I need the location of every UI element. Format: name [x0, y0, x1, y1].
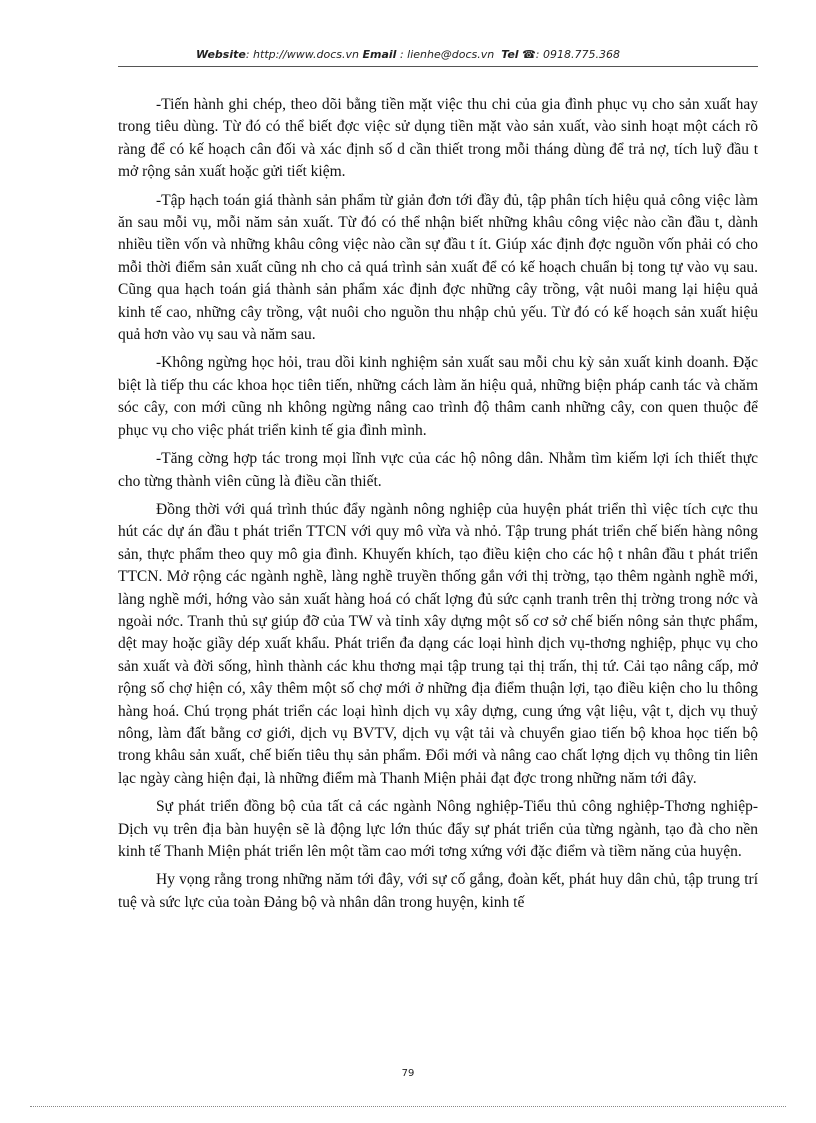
paragraph: -Tập hạch toán giá thành sản phẩm từ giản đơn tới đầy đủ, tập phân tích hiệu quả công việc làm ăn sau mỗi vụ, mỗi năm sản xuất. Từ đó có thể nhận biết những khâu công việc nào cần đầu t, dành nhiều tiền vốn và những khâu công việc nào cần sự đầu t ít. Giúp xác định đợc nguồn vốn phải có cho mỗi thời điểm sản xuất cũng nh cho cả quá trình sản xuất để có kế hoạch chuẩn bị tong tự vào vụ sau. Cũng qua hạch toán giá thành sản phẩm xác định đợc những cây trồng, vật nuôi mang lại hiệu quả kinh tế cao, những cây trồng, vật nuôi cho nguồn thu nhập chủ yếu. Từ đó có kế hoạch sản xuất hiệu quả hơn vào vụ sau và năm sau. — [118, 191, 758, 344]
paragraph: Sự phát triển đồng bộ của tất cả các ngành Nông nghiệp-Tiểu thủ công nghiệp-Thơng nghiệp-Dịch vụ trên địa bàn huyện sẽ là động lực lớn thúc đẩy sự phát triển của từng ngành, tạo đà cho nền kinh tế Thanh Miện phát triển lên một tầm cao mới tơng xứng với đặc điểm và tiềm năng của huyện. — [118, 798, 758, 860]
paragraph: Đồng thời với quá trình thúc đẩy ngành nông nghiệp của huyện phát triển thì việc tích cực thu hút các dự án đầu t phát triển TTCN với quy mô vừa và nhỏ. Tập trung phát triển chế biến hàng nông sản, thực phẩm theo quy mô gia đình. Khuyến khích, tạo điều kiện cho các hộ t nhân đầu t phát triển TTCN. Mở rộng các ngành nghề, làng nghề truyền thống gắn với thị trờng, tạo thêm ngành nghề mới, làng nghề mới, hớng vào sản xuất hàng hoá có chất lợng đủ sức cạnh tranh trên thị trờng trong nớc và ngoài nớc. Tranh thủ sự giúp đỡ của TW và tỉnh xây dựng một số cơ sở chế biến nông sản thực phẩm, dệt may hoặc giầy dép xuất khẩu. Phát triển đa dạng các loại hình dịch vụ-thơng nghiệp, phục vụ cho sản xuất và đời sống, hình thành các khu thơng mại tập trung tại thị trấn, thị tứ. Cải tạo nâng cấp, mở rộng số chợ hiện có, xây thêm một số chợ mới ở những địa điểm thuận lợi, tạo điều kiện cho lu thông hàng hoá. Chú trọng phát triển các loại hình dịch vụ xây dựng, cung ứng vật liệu, vật t, dịch vụ thuỷ nông, làm đất bằng cơ giới, dịch vụ BVTV, dịch vụ vật tải và chuyển giao tiến bộ khoa học tiến bộ trong khâu sản xuất, chế biến tiêu thụ sản phẩm. Đổi mới và nâng cao chất lợng dịch vụ thông tin liên lạc ngày càng hiện đại, là những điểm mà Thanh Miện phải đạt đợc trong những năm tới đây. — [118, 500, 758, 787]
tel-label: Tel — [501, 48, 519, 61]
website-label: Website — [196, 48, 246, 61]
tel-value: : 0918.775.368 — [535, 48, 620, 61]
page-number: 79 — [401, 1068, 415, 1079]
paragraph: -Không ngừng học hỏi, trau dồi kinh nghiệm sản xuất sau mỗi chu kỳ sản xuất kinh doanh. Đặc biệt là tiếp thu các khoa học tiên tiến, những cách làm ăn hiệu quả, những biện pháp canh tác và chăm sóc cây, con mới cũng nh không ngừng nâng cao trình độ thâm canh những cây, con quen thuộc để phục vụ cho việc phát triển kinh tế gia đình mình. — [118, 354, 758, 439]
page-header — [0, 48, 816, 61]
paragraph: -Tiến hành ghi chép, theo dõi bằng tiền mặt việc thu chi của gia đình phục vụ cho sản xuất hay trong tiêu dùng. Từ đó có thể biết đợc việc sử dụng tiền mặt vào sản xuất, vào sinh hoạt một cách rõ ràng để có kế hoạch cân đối và xác định số d cần thiết trong mỗi tháng dùng để trả nợ, tích luỹ đầu t mở rộng sản xuất hoặc gửi tiết kiệm. — [118, 96, 758, 181]
phone-icon: ☎ — [522, 48, 536, 61]
paragraph: -Tăng cờng hợp tác trong mọi lĩnh vực của các hộ nông dân. Nhằm tìm kiếm lợi ích thiết thực cho từng thành viên cũng là điều cần thiết. — [118, 450, 758, 490]
header-rule — [118, 66, 758, 67]
email-value: : lienhe@docs.vn — [396, 48, 495, 61]
website-url: : http://www.docs.vn — [245, 48, 360, 61]
document-body — [118, 94, 758, 920]
footer-rule — [30, 1106, 786, 1107]
paragraph: Hy vọng rằng trong những năm tới đây, với sự cố gắng, đoàn kết, phát huy dân chủ, tập trung trí tuệ và sức lực của toàn Đảng bộ và nhân dân trong huyện, kinh tế — [118, 871, 758, 911]
email-label: Email — [362, 48, 397, 61]
